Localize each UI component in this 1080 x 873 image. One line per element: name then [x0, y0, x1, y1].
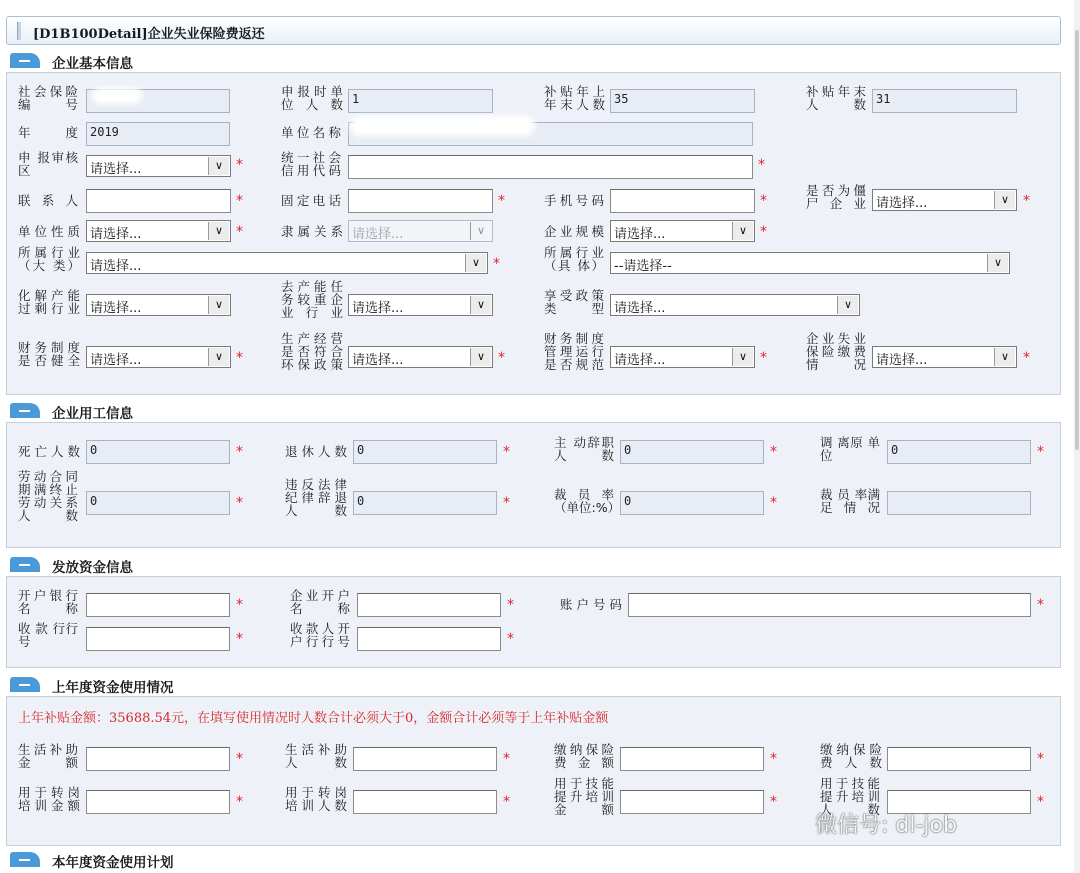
section-header[interactable] — [6, 400, 1061, 422]
required-star: * — [236, 350, 243, 366]
section-header[interactable] — [6, 554, 1061, 576]
label-layoff-rate: 裁 员 率（单位:%） — [554, 487, 621, 515]
chevron-down-icon[interactable]: ∨ — [732, 348, 753, 366]
account-name-input[interactable] — [357, 593, 501, 617]
label-account-name: 企业开户名 称 — [290, 588, 350, 616]
chevron-down-icon[interactable]: ∨ — [470, 296, 491, 314]
voluntary-quit-input[interactable]: 0 — [620, 440, 764, 464]
chevron-down-icon[interactable]: ∨ — [732, 222, 753, 240]
mobile-input[interactable] — [610, 189, 755, 213]
affiliation-value: 请选择... — [352, 227, 404, 242]
required-star: * — [503, 751, 510, 767]
policy-type-value: 请选择... — [614, 301, 666, 316]
label-zombie: 是否为僵尸企业 — [806, 183, 866, 211]
watermark: 微信号: dl-job — [815, 813, 957, 838]
insurance-pay-select[interactable] — [872, 346, 1017, 368]
chevron-down-icon[interactable]: ∨ — [208, 296, 229, 314]
required-star: * — [770, 444, 777, 460]
finance-sound-select[interactable] — [86, 346, 231, 368]
collapse-minus-icon[interactable] — [10, 403, 40, 418]
required-star: * — [236, 157, 243, 173]
chevron-down-icon[interactable]: ∨ — [470, 222, 491, 240]
label-industry-detail: 所属行业（具 体） — [544, 245, 604, 273]
required-star: * — [493, 256, 500, 272]
section-title: 发放资金信息 — [52, 560, 133, 576]
phone-input[interactable] — [348, 189, 493, 213]
label-credit-code: 统一社会信用代码 — [281, 150, 341, 178]
required-star: * — [503, 444, 510, 460]
chevron-down-icon[interactable]: ∨ — [208, 157, 229, 175]
required-star: * — [498, 350, 505, 366]
required-star: * — [1037, 751, 1044, 767]
label-living-amount: 生活补助金 额 — [18, 742, 78, 770]
required-star: * — [507, 597, 514, 613]
transfer-amount-input[interactable] — [86, 790, 230, 814]
finance-mgmt-select[interactable] — [610, 346, 755, 368]
required-star: * — [503, 794, 510, 810]
label-social-no: 社会保险编 号 — [18, 84, 78, 112]
subsidy-last-input[interactable]: 35 — [610, 89, 755, 113]
transfer-count-input[interactable] — [353, 790, 497, 814]
label-skill-amount: 用于技能提升培训金 额 — [554, 776, 614, 817]
section-header[interactable] — [6, 849, 1061, 871]
overcapacity-value: 请选择... — [90, 301, 142, 316]
chevron-down-icon[interactable]: ∨ — [994, 191, 1015, 209]
required-star: * — [236, 495, 243, 511]
section-title: 企业用工信息 — [52, 406, 133, 422]
required-star: * — [770, 751, 777, 767]
collapse-minus-icon[interactable] — [10, 677, 40, 692]
insurance-amount-input[interactable] — [620, 747, 764, 771]
required-star: * — [758, 157, 765, 173]
label-living-count: 生活补助人 数 — [285, 742, 347, 770]
industry-big-select[interactable] — [86, 252, 488, 274]
contact-input[interactable] — [86, 189, 231, 213]
finance-sound-value: 请选择... — [90, 353, 142, 368]
chevron-down-icon[interactable]: ∨ — [470, 348, 491, 366]
collapse-minus-icon[interactable] — [10, 557, 40, 572]
label-bank-name: 开户银行名 称 — [18, 588, 78, 616]
label-phone: 固定电话 — [281, 193, 341, 208]
industry-detail-value: --请选择-- — [614, 259, 672, 274]
label-violation-dismiss: 违反法律纪律辞退人 数 — [285, 477, 347, 518]
receiver-open-input[interactable] — [357, 627, 501, 651]
review-area-value: 请选择... — [90, 162, 142, 177]
label-review-area: 申 报审核区 — [18, 150, 78, 178]
chevron-down-icon[interactable]: ∨ — [465, 254, 486, 272]
capacity-task-select[interactable] — [348, 294, 493, 316]
label-finance-mgmt: 财务制度管理运行是否规范 — [544, 331, 604, 372]
policy-type-select[interactable] — [610, 294, 860, 316]
label-layoff-satisfy: 裁 员 率满足情况 — [820, 487, 880, 515]
section-employment-info — [6, 400, 1061, 550]
section-title: 上年度资金使用情况 — [52, 680, 174, 696]
label-voluntary-quit: 主 动辞职人数 — [554, 435, 614, 463]
insurance-pay-value: 请选择... — [876, 353, 928, 368]
layoff-satisfy-input[interactable] — [887, 491, 1031, 515]
required-star: * — [236, 631, 243, 647]
label-account-no: 账户号码 — [560, 597, 622, 612]
required-star: * — [760, 193, 767, 209]
account-no-input[interactable] — [628, 593, 1031, 617]
section-title: 企业基本信息 — [52, 56, 133, 72]
affiliation-select[interactable] — [348, 220, 493, 242]
label-deaths: 死亡人数 — [18, 444, 80, 459]
unit-type-select[interactable] — [86, 220, 231, 242]
scale-value: 请选择... — [614, 227, 666, 242]
required-star: * — [760, 350, 767, 366]
required-star: * — [1037, 597, 1044, 613]
living-amount-input[interactable] — [86, 747, 230, 771]
env-policy-value: 请选择... — [352, 353, 404, 368]
label-contract-end: 劳动合同期满终止劳动关系人 数 — [18, 469, 78, 523]
section-title: 本年度资金使用计划 — [52, 855, 174, 871]
report-count-input[interactable]: 1 — [348, 89, 493, 113]
required-star: * — [503, 495, 510, 511]
label-retired: 退休人数 — [285, 444, 347, 459]
required-star: * — [236, 751, 243, 767]
receiver-bank-input[interactable] — [86, 627, 230, 651]
label-transfer-out: 调 离原 单 位 — [820, 435, 880, 463]
label-transfer-count: 用于转岗培训人数 — [285, 785, 347, 813]
required-star: * — [236, 794, 243, 810]
skill-amount-input[interactable] — [620, 790, 764, 814]
review-area-select[interactable] — [86, 155, 231, 177]
label-insurance-count: 缴纳保险费 人 数 — [820, 742, 882, 770]
label-subsidy-last: 补贴年上年末人数 — [544, 84, 605, 112]
label-industry-big: 所属行业（大 类） — [18, 245, 80, 273]
label-overcapacity: 化解产能过剩行业 — [18, 288, 80, 316]
redaction — [92, 88, 142, 104]
living-count-input[interactable] — [353, 747, 497, 771]
label-insurance-amount: 缴纳保险费 金 额 — [554, 742, 614, 770]
label-skill-count: 用于技能提升培训人 数 — [820, 776, 880, 817]
deaths-input[interactable]: 0 — [86, 440, 230, 464]
chevron-down-icon[interactable]: ∨ — [987, 254, 1008, 272]
section-header[interactable] — [6, 674, 1061, 696]
required-star: * — [236, 597, 243, 613]
insurance-count-input[interactable] — [887, 747, 1031, 771]
env-policy-select[interactable] — [348, 346, 493, 368]
zombie-value: 请选择... — [876, 196, 928, 211]
required-star: * — [236, 193, 243, 209]
label-unit-type: 单位性质 — [18, 224, 80, 239]
scrollbar-thumb[interactable] — [1075, 30, 1079, 450]
required-star: * — [236, 444, 243, 460]
label-transfer-amount: 用于转岗培训金额 — [18, 785, 80, 813]
capacity-task-value: 请选择... — [352, 301, 404, 316]
required-star: * — [760, 224, 767, 240]
chevron-down-icon[interactable]: ∨ — [837, 296, 858, 314]
finance-mgmt-value: 请选择... — [614, 353, 666, 368]
retired-input[interactable]: 0 — [353, 440, 497, 464]
violation-dismiss-input[interactable]: 0 — [353, 491, 497, 515]
required-star: * — [1037, 794, 1044, 810]
label-scale: 企业规模 — [544, 224, 604, 239]
bank-name-input[interactable] — [86, 593, 230, 617]
label-report-count: 申报时单位人数 — [281, 84, 343, 112]
required-star: * — [1037, 444, 1044, 460]
label-subsidy-end: 补贴年末人 数 — [806, 84, 866, 112]
industry-detail-select[interactable] — [610, 252, 1010, 274]
label-receiver-open: 收款人开户行行号 — [290, 621, 350, 649]
label-finance-sound: 财务制度是否健全 — [18, 340, 80, 368]
chevron-down-icon[interactable]: ∨ — [208, 222, 229, 240]
page-title: [D1B100Detail]企业失业保险费返还 — [33, 27, 265, 42]
required-star: * — [770, 794, 777, 810]
label-mobile: 手机号码 — [544, 193, 604, 208]
page-title-bar — [6, 16, 1061, 45]
required-star: * — [236, 224, 243, 240]
subsidy-end-input[interactable]: 31 — [872, 89, 1017, 113]
collapse-minus-icon[interactable] — [10, 852, 40, 867]
overcapacity-select[interactable] — [86, 294, 231, 316]
year-input[interactable]: 2019 — [86, 122, 230, 146]
label-insurance-pay: 企业失业保险缴费情 况 — [806, 331, 866, 372]
page-scrollbar[interactable] — [1074, 0, 1080, 873]
label-contact: 联 系 人 — [18, 193, 78, 208]
chevron-down-icon[interactable]: ∨ — [994, 348, 1015, 366]
transfer-out-input[interactable]: 0 — [887, 440, 1031, 464]
layoff-rate-input[interactable]: 0 — [620, 491, 764, 515]
collapse-minus-icon[interactable] — [10, 53, 40, 68]
industry-big-value: 请选择... — [90, 259, 142, 274]
label-receiver-bank: 收 款 行行 号 — [18, 621, 78, 649]
required-star: * — [1023, 193, 1030, 209]
label-unit-name: 单位名称 — [281, 125, 341, 140]
scale-select[interactable] — [610, 220, 755, 242]
credit-code-input[interactable] — [348, 155, 753, 179]
zombie-select[interactable] — [872, 189, 1017, 211]
section-this-year — [6, 849, 1061, 873]
section-header[interactable] — [6, 50, 1061, 72]
title-bar-marker — [17, 22, 21, 40]
label-env-policy: 生产经营是否符合环保政策 — [281, 331, 343, 372]
required-star: * — [507, 631, 514, 647]
required-star: * — [770, 495, 777, 511]
required-star: * — [1023, 350, 1030, 366]
label-year: 年 度 — [18, 125, 78, 140]
label-policy-type: 享受政策类 型 — [544, 288, 604, 316]
subsidy-note: 上年补贴金额：35688.54元，在填写使用情况时人数合计必须大于0，金额合计必须等于上年补贴金额 — [18, 711, 609, 726]
required-star: * — [498, 193, 505, 209]
label-capacity-task: 去产能任务较重企业行业 — [281, 279, 343, 320]
section-body — [6, 576, 1061, 668]
label-affiliation: 隶属关系 — [281, 224, 343, 239]
unit-type-value: 请选择... — [90, 227, 142, 242]
contract-end-input[interactable]: 0 — [86, 491, 230, 515]
redaction — [350, 116, 535, 136]
chevron-down-icon[interactable]: ∨ — [208, 348, 229, 366]
